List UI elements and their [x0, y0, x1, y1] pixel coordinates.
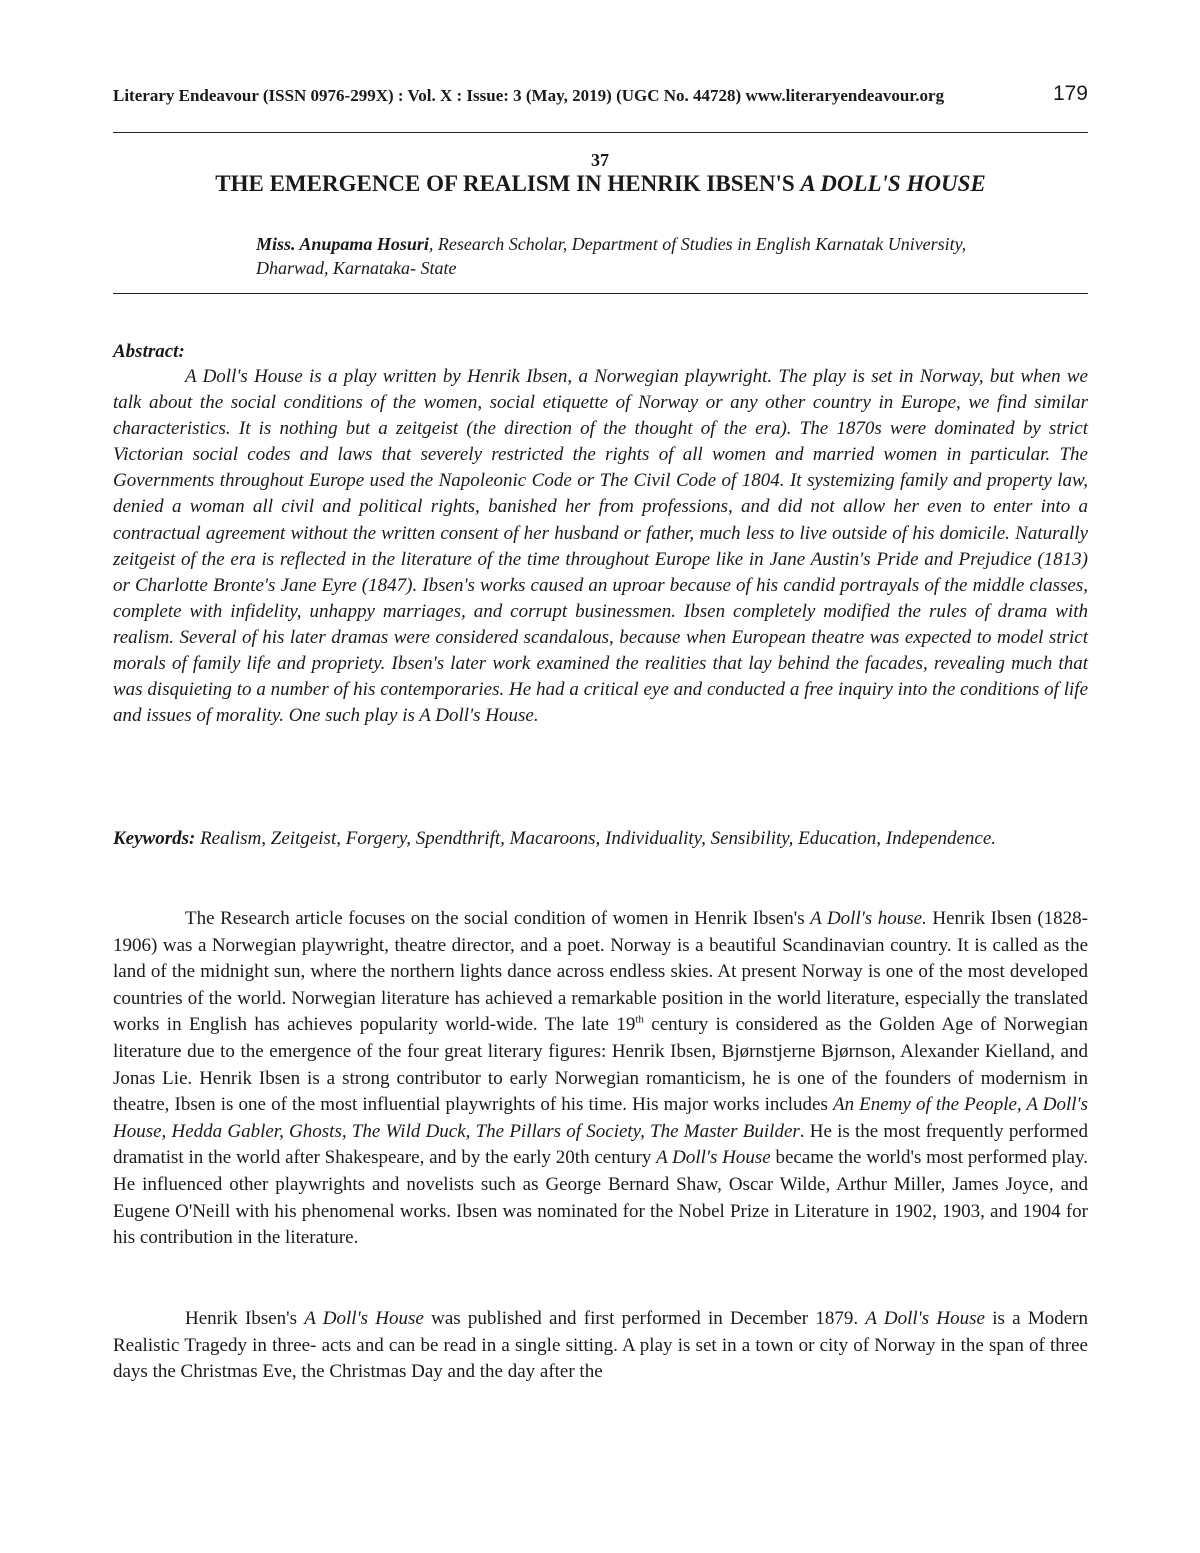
running-header — [113, 82, 1088, 114]
p1-text-4: . He is the most frequently performed dramatist in the world after Shakespeare, and by the early 20th century — [113, 1120, 1088, 1169]
p1-italic-1: A Doll's house. — [810, 908, 927, 929]
p2-italic-1: A Doll's House — [304, 1308, 424, 1329]
author-affiliation: , Research Scholar, Department of Studies in English Karnatak University, Dharwad, Karnataka- State — [256, 234, 967, 278]
author-name: Miss. Anupama Hosuri — [256, 234, 429, 254]
body-paragraph-2 — [113, 1306, 1088, 1386]
p1-text-1: The Research article focuses on the social condition of women in Henrik Ibsen's — [185, 908, 811, 929]
p2-text-1: Henrik Ibsen's — [185, 1308, 305, 1329]
p1-superscript: th — [635, 1014, 644, 1027]
p1-text-5: became the world's most performed play. He influenced other playwrights and novelists such as George Bernard Shaw, Oscar Wilde, Arthur Miller, James Joyce, and Eugene O'Neill with his phenomenal works. Ibsen was nominated for the Nobel Prize in Literature in 1902, 1903, and 1904 for his contribution in the literature. — [113, 1147, 1088, 1249]
abstract-text: A Doll's House is a play written by Henrik Ibsen, a Norwegian playwright. The play is set in Norway, but when we talk about the social conditions of the women, social etiquette of Norway or any other country in Europe, we find similar characteristics. It is nothing but a zeitgeist (the direction of the thought of the era). The 1870s were dominated by strict Victorian social codes and laws that severely restricted the rights of all women and married women in particular. The Governments throughout Europe used the Napoleonic Code or The Civil Code of 1804. It systemizing family and property law, denied a woman all civil and political rights, banished her from professions, and did not allow her even to enter into a contractual agreement without the written consent of her husband or father, much less to live outside of his domicile. Naturally zeitgeist of the era is reflected in the literature of the time throughout Europe like in Jane Austin's Pride and Prejudice (1813) or Charlotte Bronte's Jane Eyre (1847). Ibsen's works caused an uproar because of his candid portrayals of the middle classes, complete with infidelity, unhappy marriages, and corrupt businessmen. Ibsen completely modified the rules of drama with realism. Several of his later dramas were considered scandalous, because when European theatre was expected to model strict morals of family life and propriety. Ibsen's later work examined the realities that lay behind the facades, revealing much that was disquieting to a number of his contemporaries. He had a critical eye and conducted a free inquiry into the conditions of life and issues of morality. One such play is A Doll's House. — [113, 366, 1088, 727]
keywords-list: Realism, Zeitgeist, Forgery, Spendthrift, Macaroons, Individuality, Sensibility, Education, Independence. — [195, 828, 997, 849]
p1-text-3: century is considered as the Golden Age of Norwegian literature due to the emergence of the four great literary figures: Henrik Ibsen, Bjørnstjerne Bjørnson, Alexander Kielland, and Jonas Lie. Henrik Ibsen is a strong contributor to early Norwegian romanticism, he is one of the founders of modernism in theatre, Ibsen is one of the most influential playwrights of his time. His major works includes — [113, 1014, 1088, 1116]
p2-text-3: is a Modern Realistic Tragedy in three- acts and can be read in a single sitting. A play is set in a town or city of Norway in the span of three days the Christmas Eve, the Christmas Day and the day after the — [113, 1308, 1088, 1383]
author-block — [256, 232, 1036, 280]
abstract-heading: Abstract: — [113, 341, 185, 362]
article-title-main: THE EMERGENCE OF REALISM IN HENRIK IBSEN'S — [215, 171, 801, 196]
header-divider — [113, 132, 1088, 133]
p2-text-2: was published and first performed in December 1879. — [423, 1308, 866, 1329]
keywords — [113, 826, 1088, 852]
p1-italic-2: An Enemy of the People, A Doll's House, Hedda Gabler, Ghosts, The Wild Duck, The Pillars of Society, The Master Builder — [113, 1094, 1088, 1142]
article-title-italic: A DOLL'S HOUSE — [800, 171, 986, 196]
running-head: Literary Endeavour (ISSN 0976-299X) : Vol. X : Issue: 3 (May, 2019) (UGC No. 44728) www.literaryendeavour.org — [113, 86, 945, 105]
body-paragraph-1 — [113, 906, 1088, 1252]
p2-italic-2: A Doll's House — [865, 1308, 985, 1329]
article-title — [113, 171, 1088, 197]
p1-text-2: Henrik Ibsen (1828-1906) was a Norwegian playwright, theatre director, and a poet. Norway is a beautiful Scandinavian country. It is called as the land of the midnight sun, where the northern lights dance across endless skies. At present Norway is one of the most developed countries of the world. Norwegian literature has achieved a remarkable position in the world literature, especially the translated works in English has achieves popularity world-wide. The late 19 — [113, 908, 1088, 1036]
p1-italic-3: A Doll's House — [656, 1147, 771, 1169]
author-divider — [113, 293, 1088, 294]
article-number: 37 — [591, 150, 609, 170]
keywords-label: Keywords: — [113, 828, 196, 849]
page-number: 179 — [1052, 82, 1088, 105]
